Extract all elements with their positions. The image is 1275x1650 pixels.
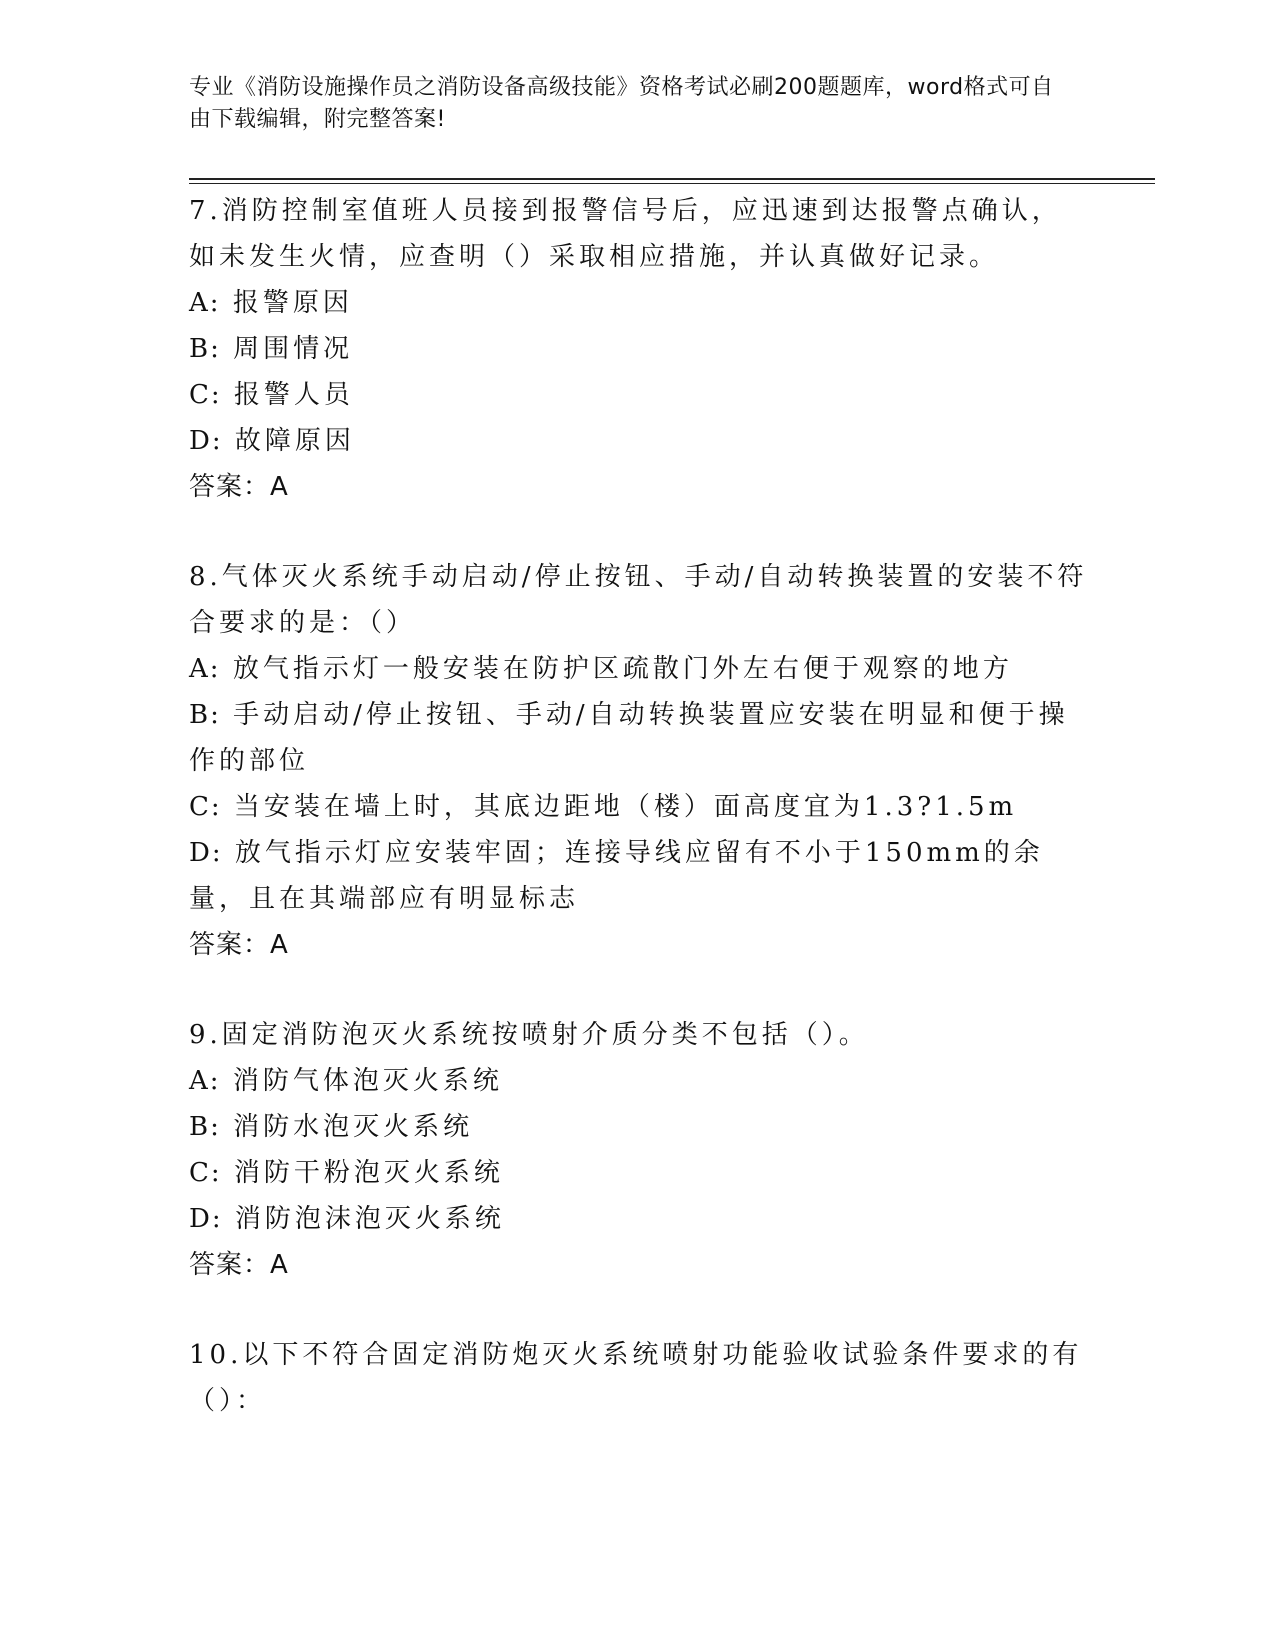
option-text: 消防水泡灭火系统 <box>233 1112 474 1142</box>
option-letter: C: <box>189 1158 222 1188</box>
option-b <box>189 692 1089 784</box>
option-letter: B: <box>189 700 221 730</box>
option-a <box>189 646 1089 692</box>
option-letter: D: <box>189 1204 223 1234</box>
option-letter: C: <box>189 380 222 410</box>
option-text: 故障原因 <box>234 426 355 456</box>
option-text: 消防干粉泡灭火系统 <box>233 1158 504 1188</box>
option-text: 当安装在墙上时，其底边距地（楼）面高度宜为1.3?1.5m <box>233 792 1018 822</box>
answer-line: 答案：A <box>189 930 289 960</box>
option-d <box>189 418 1089 464</box>
option-c <box>189 372 1089 418</box>
question-9 <box>189 1012 1089 1288</box>
option-text: 放气指示灯一般安装在防护区疏散门外左右便于观察的地方 <box>232 654 1013 684</box>
option-letter: A: <box>189 654 221 684</box>
document-header: 专业《消防设施操作员之消防设备高级技能》资格考试必刷200题题库，word格式可自由下载编辑，附完整答案! <box>189 75 1054 132</box>
option-text: 周围情况 <box>233 334 354 364</box>
option-b <box>189 326 1089 372</box>
option-letter: B: <box>189 1112 221 1142</box>
option-text: 报警人员 <box>233 380 354 410</box>
answer-line: 答案：A <box>189 472 289 502</box>
option-d <box>189 830 1089 922</box>
option-letter: A: <box>189 288 221 318</box>
question-stem: 7.消防控制室值班人员接到报警信号后，应迅速到达报警点确认，如未发生火情，应查明（）采取相应措施，并认真做好记录。 <box>189 196 1062 272</box>
question-8 <box>189 554 1089 968</box>
header-divider-thin <box>189 183 1155 184</box>
question-list <box>189 188 1089 1468</box>
option-a <box>189 1058 1089 1104</box>
option-letter: B: <box>189 334 221 364</box>
question-stem: 9.固定消防泡灭火系统按喷射介质分类不包括（）。 <box>189 1020 869 1050</box>
option-a <box>189 280 1089 326</box>
option-c <box>189 784 1089 830</box>
question-10 <box>189 1332 1089 1424</box>
option-text: 消防气体泡灭火系统 <box>232 1066 503 1096</box>
option-text: 放气指示灯应安装牢固；连接导线应留有不小于150mm的余量，且在其端部应有明显标志 <box>189 838 1044 914</box>
option-text: 消防泡沫泡灭火系统 <box>234 1204 505 1234</box>
option-c <box>189 1150 1089 1196</box>
option-text: 报警原因 <box>232 288 353 318</box>
option-letter: A: <box>189 1066 221 1096</box>
question-stem: 8.气体灭火系统手动启动/停止按钮、手动/自动转换装置的安装不符合要求的是：（） <box>189 562 1088 638</box>
option-d <box>189 1196 1089 1242</box>
question-stem: 10.以下不符合固定消防炮灭火系统喷射功能验收试验条件要求的有（）： <box>189 1340 1083 1416</box>
answer-line: 答案：A <box>189 1250 289 1280</box>
option-letter: D: <box>189 426 223 456</box>
option-b <box>189 1104 1089 1150</box>
option-letter: C: <box>189 792 222 822</box>
header-divider-thick <box>189 178 1155 180</box>
option-text: 手动启动/停止按钮、手动/自动转换装置应安装在明显和便于操作的部位 <box>189 700 1069 776</box>
option-letter: D: <box>189 838 223 868</box>
question-7 <box>189 188 1089 510</box>
